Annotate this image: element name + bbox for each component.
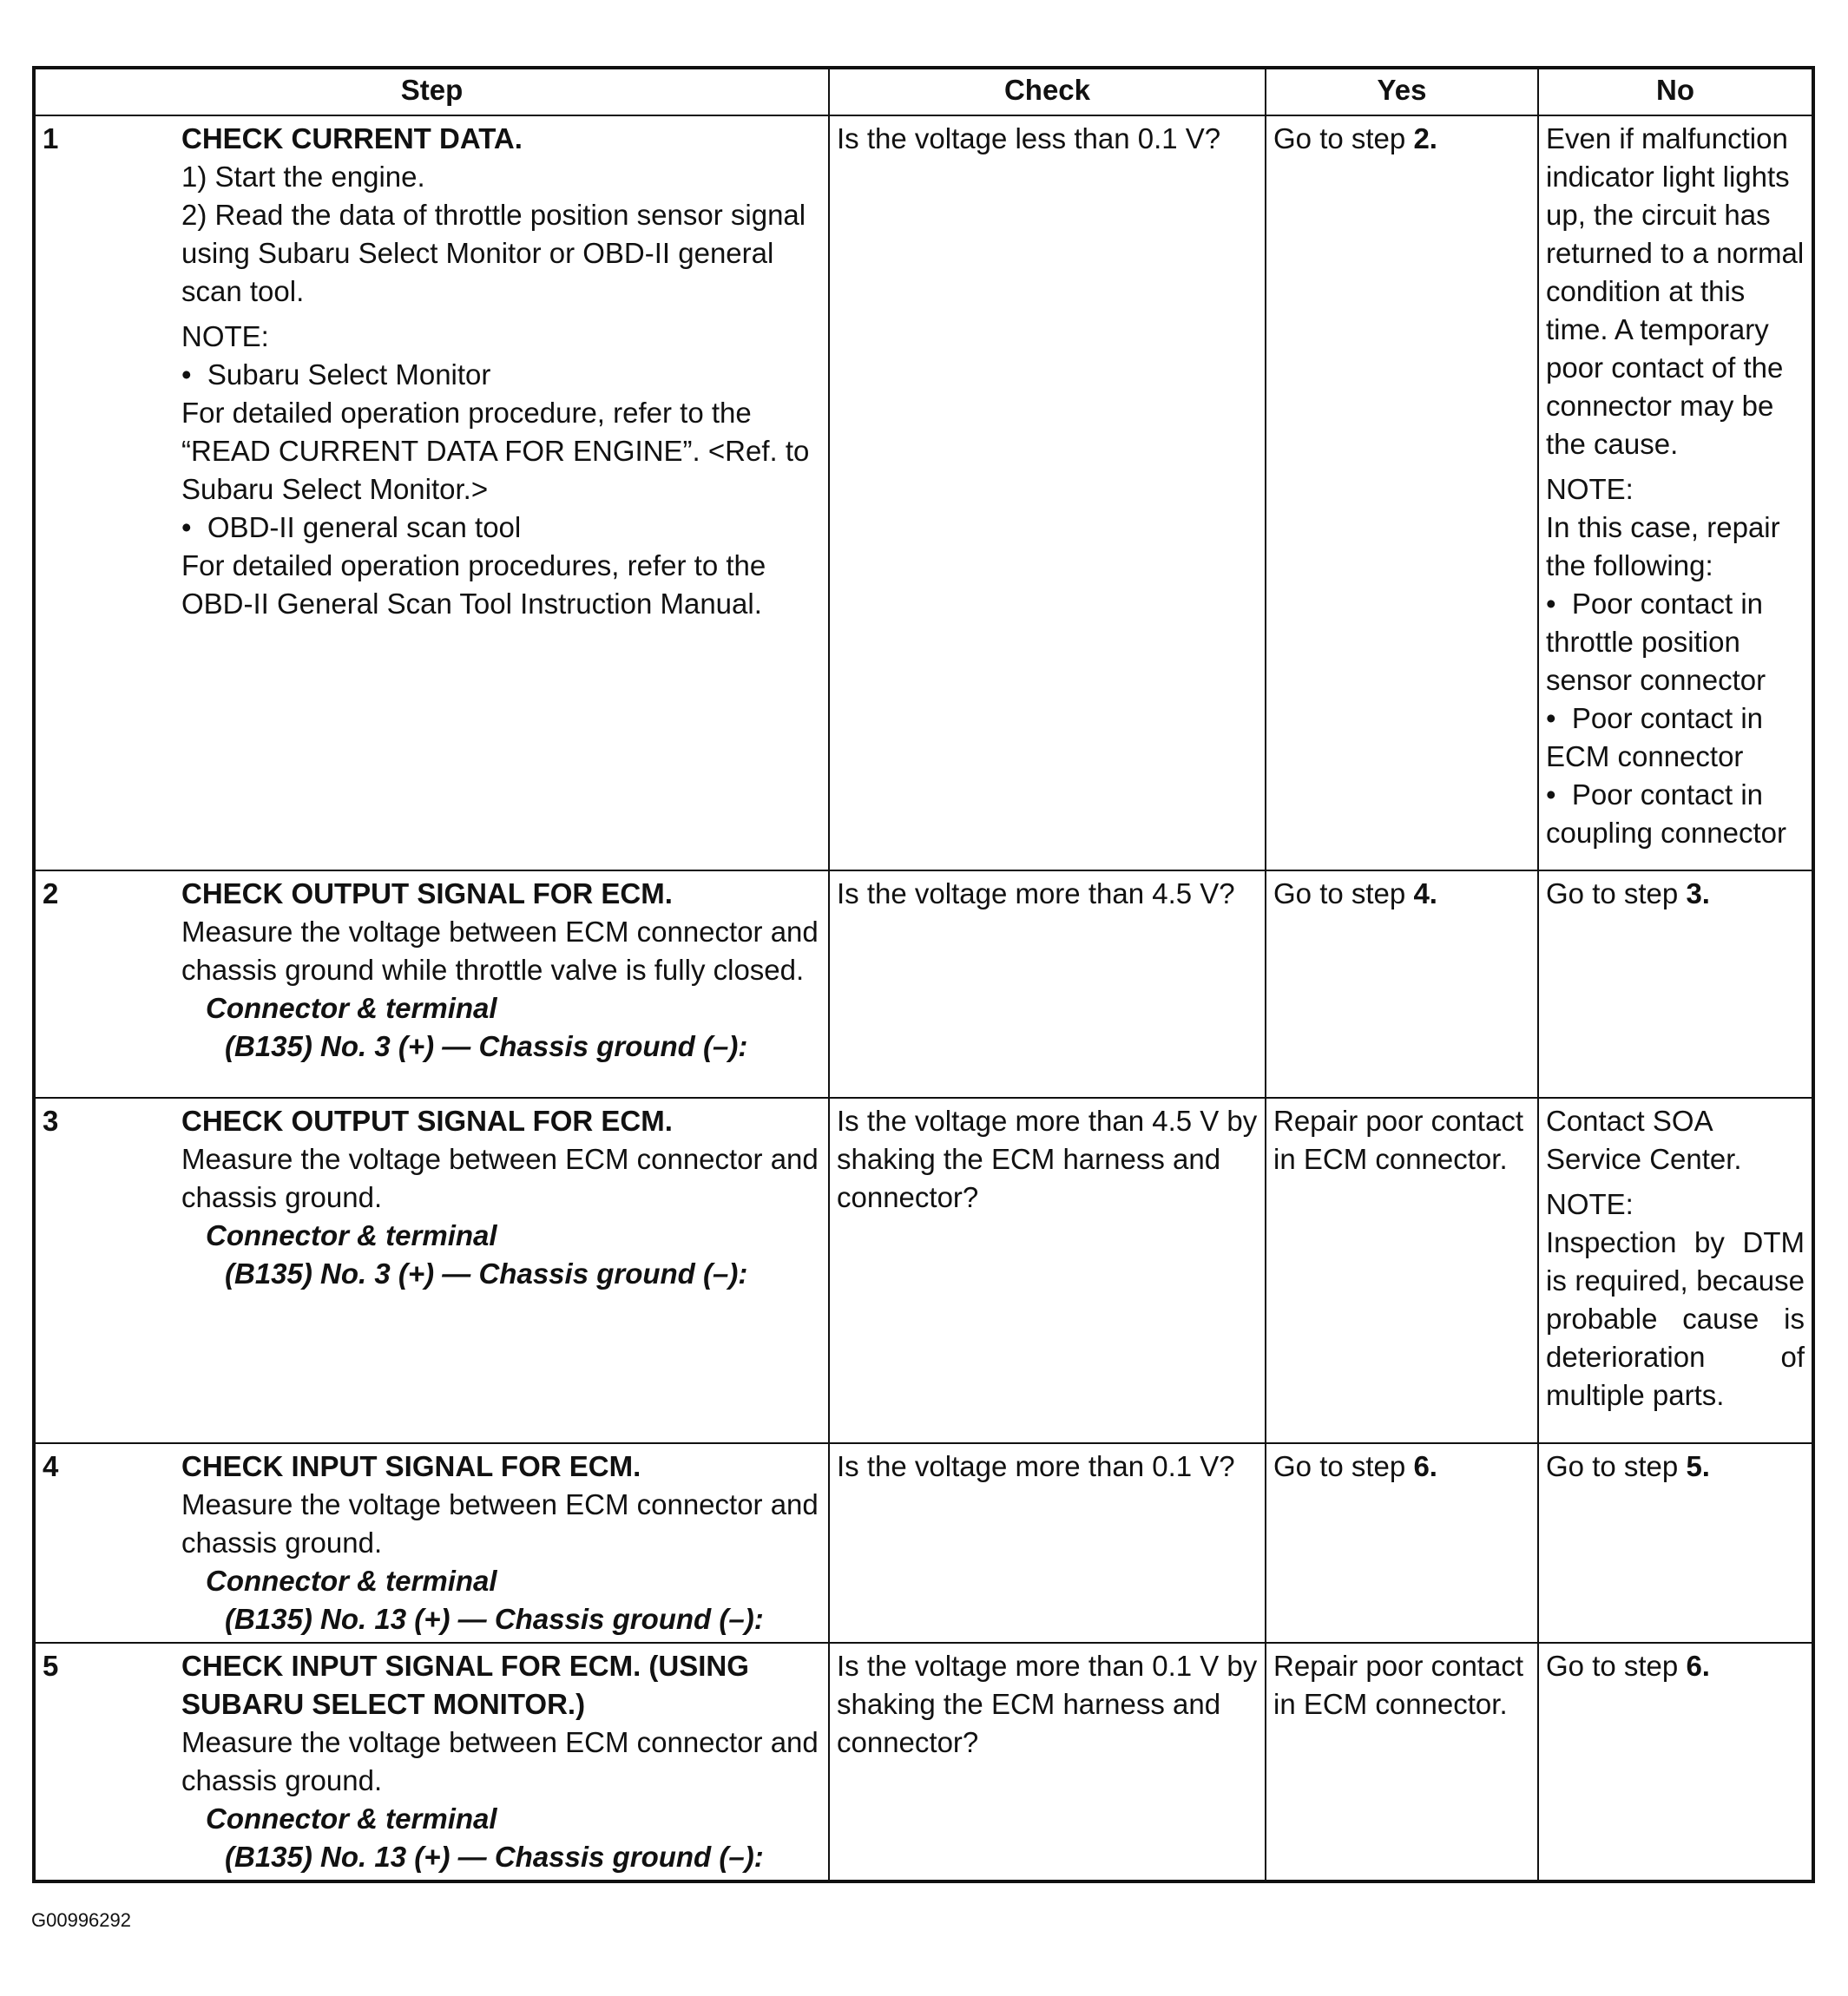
step-text: Measure the voltage between ECM connector and chassis ground while throttle valve is fully closed. xyxy=(181,916,819,986)
connector-label: Connector & terminal xyxy=(206,1802,497,1835)
yes-step-ref: 6. xyxy=(1413,1450,1437,1482)
yes-cell: Repair poor contact in ECM connector. xyxy=(1266,1098,1538,1443)
yes-cell xyxy=(1266,870,1538,1098)
connector-value: (B135) No. 3 (+) — Chassis ground (–): xyxy=(225,1257,748,1290)
step-number: 1 xyxy=(43,122,59,154)
header-step: Step xyxy=(34,68,829,115)
no-text: Contact SOA Service Center. xyxy=(1546,1105,1742,1175)
no-step-ref: 5. xyxy=(1686,1450,1710,1482)
step-line: 2) Read the data of throttle position sensor signal using Subaru Select Monitor or OBD-II general scan tool. xyxy=(181,199,806,307)
no-prefix: Go to step xyxy=(1546,1650,1687,1682)
connector-label: Connector & terminal xyxy=(206,1219,497,1251)
step-number: 2 xyxy=(43,877,59,909)
yes-cell xyxy=(1266,1443,1538,1643)
connector-label: Connector & terminal xyxy=(206,1565,497,1597)
connector-label: Connector & terminal xyxy=(206,992,497,1024)
table-row xyxy=(34,115,1813,870)
check-cell: Is the voltage more than 4.5 V by shaking the ECM harness and connector? xyxy=(829,1098,1266,1443)
header-yes: Yes xyxy=(1266,68,1538,115)
no-cell xyxy=(1538,115,1813,870)
step-cell xyxy=(34,1443,829,1643)
step-text: Measure the voltage between ECM connector and chassis ground. xyxy=(181,1488,819,1559)
check-cell: Is the voltage more than 0.1 V? xyxy=(829,1443,1266,1643)
no-cell xyxy=(1538,870,1813,1098)
no-bullet: • Poor contact in ECM connector xyxy=(1546,699,1805,776)
note-text: For detailed operation procedures, refer to the OBD-II General Scan Tool Instruction Manual. xyxy=(181,549,766,620)
yes-step-ref: 2. xyxy=(1413,122,1437,154)
no-bullet: • Poor contact in throttle position sensor connector xyxy=(1546,585,1805,699)
step-cell xyxy=(34,870,829,1098)
note-bullet: • Subaru Select Monitor xyxy=(181,356,821,394)
step-number: 4 xyxy=(43,1450,59,1482)
table-row xyxy=(34,1443,1813,1643)
table-row xyxy=(34,1643,1813,1881)
step-number: 5 xyxy=(43,1650,59,1682)
step-cell xyxy=(34,1643,829,1881)
no-cell xyxy=(1538,1098,1813,1443)
no-cell xyxy=(1538,1643,1813,1881)
header-row xyxy=(34,68,1813,115)
step-title: CHECK OUTPUT SIGNAL FOR ECM. xyxy=(181,1105,673,1137)
no-bullet: • Poor contact in coupling connector xyxy=(1546,776,1805,852)
no-prefix: Go to step xyxy=(1546,877,1687,909)
header-no: No xyxy=(1538,68,1813,115)
step-line: 1) Start the engine. xyxy=(181,161,425,193)
no-note-text: In this case, repair the following: xyxy=(1546,511,1780,581)
no-step-ref: 3. xyxy=(1686,877,1710,909)
header-check: Check xyxy=(829,68,1266,115)
no-note-label: NOTE: xyxy=(1546,1188,1634,1220)
no-note-text: Inspection by DTM is required, because probable cause is deterioration of multiple parts. xyxy=(1546,1226,1805,1411)
connector-value: (B135) No. 13 (+) — Chassis ground (–): xyxy=(225,1603,764,1635)
yes-cell: Repair poor contact in ECM connector. xyxy=(1266,1643,1538,1881)
yes-prefix: Go to step xyxy=(1273,1450,1414,1482)
no-note-label: NOTE: xyxy=(1546,473,1634,505)
yes-cell xyxy=(1266,115,1538,870)
note-label: NOTE: xyxy=(181,320,269,352)
note-text: For detailed operation procedure, refer to the “READ CURRENT DATA FOR ENGINE”. <Ref. to Subaru Select Monitor.> xyxy=(181,397,810,505)
no-text: Even if malfunction indicator light lights up, the circuit has returned to a normal condition at this time. A temporary poor contact of the connector may be the cause. xyxy=(1546,122,1805,460)
connector-value: (B135) No. 3 (+) — Chassis ground (–): xyxy=(225,1030,748,1062)
table-row xyxy=(34,870,1813,1098)
no-prefix: Go to step xyxy=(1546,1450,1687,1482)
step-title: CHECK CURRENT DATA. xyxy=(181,122,523,154)
step-title: CHECK OUTPUT SIGNAL FOR ECM. xyxy=(181,877,673,909)
no-cell xyxy=(1538,1443,1813,1643)
no-step-ref: 6. xyxy=(1686,1650,1710,1682)
step-number: 3 xyxy=(43,1105,59,1137)
step-title: CHECK INPUT SIGNAL FOR ECM. xyxy=(181,1450,641,1482)
yes-prefix: Go to step xyxy=(1273,877,1414,909)
check-cell: Is the voltage more than 4.5 V? xyxy=(829,870,1266,1098)
check-cell: Is the voltage more than 0.1 V by shaking the ECM harness and connector? xyxy=(829,1643,1266,1881)
check-cell: Is the voltage less than 0.1 V? xyxy=(829,115,1266,870)
step-text: Measure the voltage between ECM connector and chassis ground. xyxy=(181,1726,819,1796)
step-cell xyxy=(34,1098,829,1443)
step-title: CHECK INPUT SIGNAL FOR ECM. (USING SUBARU SELECT MONITOR.) xyxy=(181,1650,749,1720)
yes-prefix: Go to step xyxy=(1273,122,1414,154)
diagnostic-table xyxy=(32,66,1815,1883)
step-text: Measure the voltage between ECM connector and chassis ground. xyxy=(181,1143,819,1213)
connector-value: (B135) No. 13 (+) — Chassis ground (–): xyxy=(225,1841,764,1873)
note-bullet: • OBD-II general scan tool xyxy=(181,509,821,547)
table-row xyxy=(34,1098,1813,1443)
step-cell xyxy=(34,115,829,870)
yes-step-ref: 4. xyxy=(1413,877,1437,909)
figure-id: G00996292 xyxy=(31,1909,131,1931)
